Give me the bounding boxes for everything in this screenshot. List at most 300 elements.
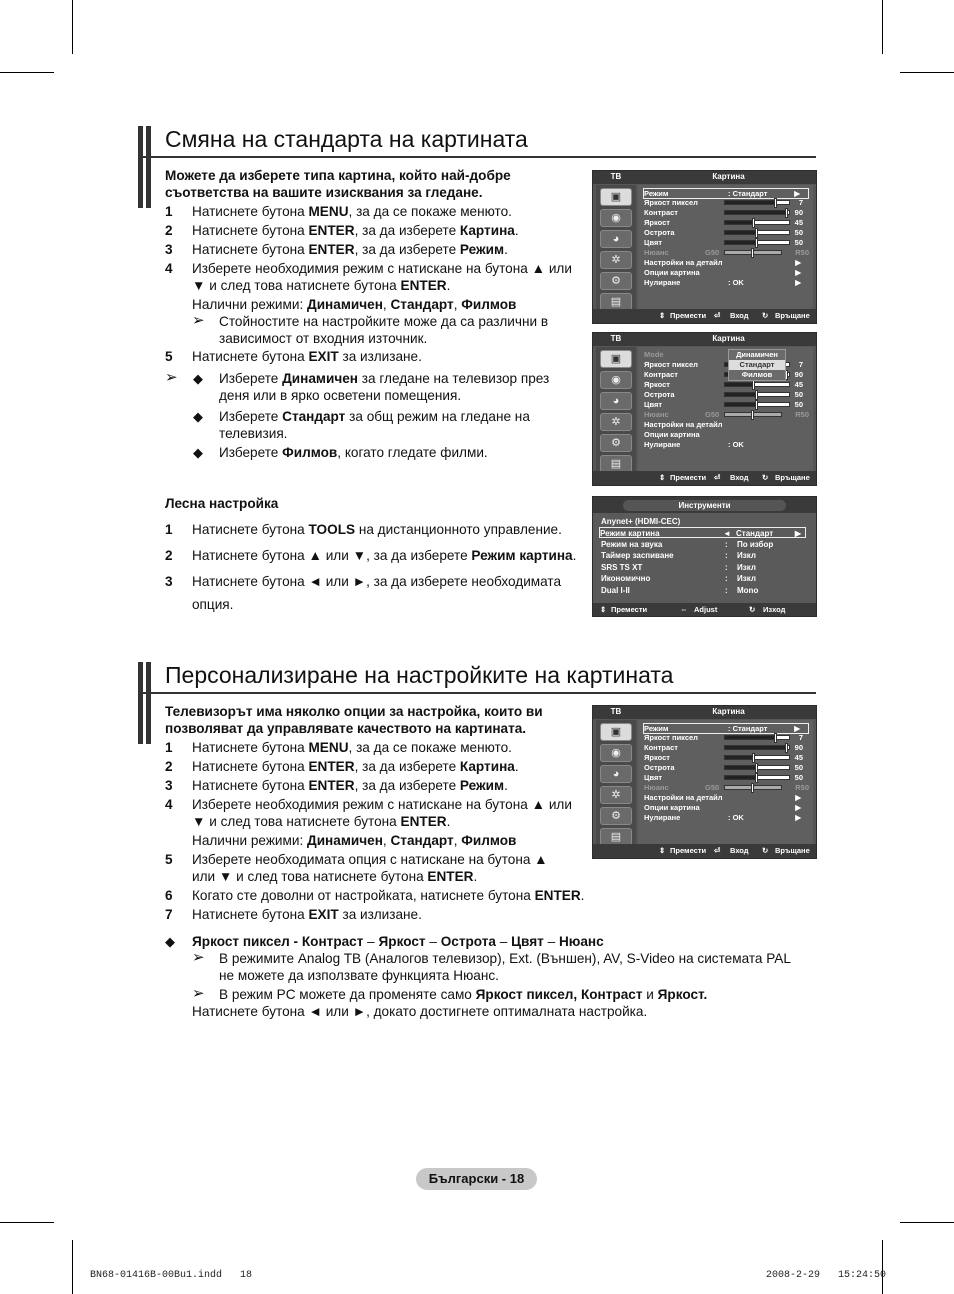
section-bar [146,126,151,208]
footer-enter: Вход [730,473,749,482]
note-arrow-icon: ➢ [192,949,205,966]
bullet-icon: ◆ [193,445,203,460]
bullet-text: Яркост пиксел - Контраст – Яркост – Острота – Цвят – Нюанс [192,934,604,949]
slider-row [644,198,809,208]
slider-value: 7 [798,733,803,742]
step-text: Натиснете бутона ENTER, за да изберете Режим. [192,778,508,793]
step-number: 1 [165,522,173,537]
tools-title: Инструменти [623,500,786,511]
intro-line: съответства на вашите изисквания за гледане. [165,185,483,200]
step-text: Натиснете бутона ENTER, за да изберете Картина. [192,759,519,774]
crop-mark [882,1240,883,1294]
arrow-icon: ▶ [794,189,800,198]
slider-label: Яркост [644,753,670,762]
section-bar [138,662,143,744]
slider-label: Острота [644,763,675,772]
step-number: 1 [165,740,173,755]
tools-footer [593,603,816,616]
slider-row [644,763,809,773]
tools-row [601,539,806,550]
menu-row [644,793,809,803]
osd-header [593,706,816,719]
section-rule [138,692,816,694]
updown-icon: ⇕ [659,473,666,482]
return-icon: ↻ [762,311,769,320]
menu-row [644,803,809,813]
osd-footer [593,844,816,858]
step-text: ▼ и след това натиснете бутона ENTER. [192,278,451,293]
tools-value: По избор [737,539,774,549]
updown-icon: ⇕ [659,846,666,855]
step-text: Натиснете бутона EXIT за излизане. [192,907,422,922]
footer-back: Връщане [775,846,810,855]
step-text: Натиснете бутона ▲ или ▼, за да изберете Режим картина. [192,548,577,563]
page-label: Български - 18 [416,1168,537,1190]
tools-value: Изкл [737,574,756,583]
popup-option: Динамичен [736,350,778,359]
tools-label: Таймер заспиване [601,551,674,560]
slider-knob [755,400,758,410]
osd-picture-menu [592,170,817,324]
slider-track [724,765,790,770]
tint-r: R50 [795,783,809,792]
osd-header [593,333,816,346]
arrow-icon: ▶ [795,803,801,812]
menu-category-icon: ▤ [600,455,632,473]
step-text: опция. [192,597,234,612]
tint-r: R50 [795,410,809,419]
menu-title: Картина [712,334,745,343]
footer-move: Премести [611,605,648,614]
tint-g: G50 [705,410,720,419]
modes-text: Налични режими: Динамичен, Стандарт, Филмов [192,297,517,312]
crop-mark [882,0,883,54]
note-text: Стойностите на настройките може да са различни в [219,314,549,329]
return-icon: ↻ [749,605,756,614]
slider-label: Контраст [644,370,678,379]
step-text: Изберете необходимата опция с натискане на бутона ▲ [192,852,548,867]
note-text: В режим PC можете да променяте само Яркост пиксел, Контраст и Яркост. [219,987,708,1002]
enter-icon: ⏎ [714,311,721,320]
osd-main [638,185,813,309]
bullet-text: деня или в ярко осветени помещения. [219,388,462,403]
tint-track [724,250,782,255]
tools-header [593,497,816,513]
tint-knob [751,410,754,420]
slider-fill [725,383,754,386]
crop-mark [900,72,954,73]
popup-option: Филмов [741,370,773,379]
slider-track [724,745,790,750]
osd-tools-menu [592,496,817,617]
step-text: Натиснете бутона ENTER, за да изберете Режим. [192,242,508,257]
section-title: Персонализиране на настройките на картината [165,662,674,688]
slider-fill [725,766,757,769]
slider-label: Цвят [644,773,663,782]
arrow-icon: ▶ [795,278,801,287]
slider-value: 7 [798,198,803,207]
slider-track [724,392,790,397]
slider-knob [755,238,758,248]
menu-category-icon: ✲ [600,413,632,431]
step-number: 2 [165,759,173,774]
mode-popup [728,349,786,381]
footer-back: Връщане [775,311,810,320]
slider-value: 50 [794,228,803,237]
slider-track [724,735,790,740]
step-text: или ▼ и след това натиснете бутона ENTER. [192,869,478,884]
step-text: Натиснете бутона MENU, за да се покаже менюто. [192,204,512,219]
slider-label: Цвят [644,238,663,247]
tint-knob [751,248,754,258]
menu-category-icon: ◉ [600,371,632,389]
osd-main [638,347,813,471]
slider-fill [725,393,757,396]
slider-row [644,238,809,248]
step-text: Натиснете бутона ◄ или ►, за да изберете необходимата [192,574,562,589]
intro-line: Можете да изберете типа картина, който най-добре [165,168,511,183]
slider-value: 50 [794,400,803,409]
menu-category-icon: ⚙ [600,434,632,452]
menu-category-icon: ▣ [600,350,632,368]
osd-footer [593,471,816,485]
tint-knob [751,783,754,793]
tint-row [644,410,809,420]
slider-track [724,755,790,760]
subsection-title: Лесна настройка [165,496,279,511]
slider-track [724,775,790,780]
footer-enter: Вход [730,846,749,855]
menu-category-icon: ◉ [600,209,632,227]
menu-row [644,430,809,440]
step-number: 5 [165,349,173,364]
tint-g: G50 [705,248,720,257]
menu-label: Опции картина [644,803,700,812]
step-number: 2 [165,548,173,563]
tools-value: Mono [737,585,759,595]
slider-track [724,240,790,245]
slider-label: Яркост [644,218,670,227]
menu-category-icon: ▣ [600,723,632,741]
arrow-icon: ▶ [795,793,801,802]
bullet-text: Изберете Филмов, когато гледате филми. [219,445,488,460]
menu-category-icon: ◕ [600,230,632,248]
bullet-icon: ◆ [193,371,203,386]
note-arrow-icon: ➢ [165,369,178,386]
step-number: 2 [165,223,173,238]
section-bar [138,126,143,208]
menu-category-icon: ◉ [600,744,632,762]
step-number: 4 [165,797,173,812]
enter-icon: ⏎ [714,846,721,855]
bullet-text: телевизия. [219,426,288,441]
note-arrow-icon: ➢ [192,312,205,329]
step-text: Натиснете бутона EXIT за излизане. [192,349,422,364]
slider-row [644,733,809,743]
step-text: Изберете необходимия режим с натискане на бутона ▲ или [192,261,572,276]
osd-picture-menu [592,705,817,859]
slider-track [724,210,790,215]
left-arrow-icon: ◄ [723,529,731,538]
slider-value: 50 [794,773,803,782]
osd-footer [593,309,816,323]
osd-header [593,171,816,184]
slider-fill [725,403,757,406]
step-number: 4 [165,261,173,276]
step-number: 3 [165,242,173,257]
menu-category-icon: ✲ [600,251,632,269]
mode-label: Режим [644,189,669,198]
footer-back: Връщане [775,473,810,482]
slider-fill [725,756,754,759]
tools-label: Икономично [601,574,651,583]
menu-row [644,420,809,430]
tint-track [724,412,782,417]
note-text: не можете да използвате функцията Нюанс. [219,968,499,983]
menu-label: Настройки на детайл [644,793,723,802]
mode-value: : Стандарт [728,189,768,198]
slider-label: Острота [644,390,675,399]
slider-label: Контраст [644,208,678,217]
tools-label: Режим картина [600,529,660,538]
reset-value: : OK [728,278,744,287]
step-number: 6 [165,888,173,903]
slider-knob [755,763,758,773]
slider-fill [725,746,787,749]
slider-value: 45 [794,753,803,762]
footer-file: BN68-01416B-00Bu1.indd 18 [90,1270,253,1281]
note-arrow-icon: ➢ [192,985,205,1002]
menu-title: Картина [712,172,745,181]
slider-fill [725,231,757,234]
slider-knob [755,773,758,783]
menu-label: Опции картина [644,430,700,439]
slider-row [644,743,809,753]
slider-value: 90 [794,743,803,752]
crop-mark [72,0,73,54]
slider-label: Острота [644,228,675,237]
step-text: Когато сте доволни от настройката, натиснете бутона ENTER. [192,888,585,903]
slider-track [724,220,790,225]
section-rule [138,156,816,158]
slider-row [644,228,809,238]
reset-row [644,813,809,823]
arrow-icon: ▶ [795,258,801,267]
slider-label: Яркост пиксел [644,198,698,207]
arrow-icon: ▶ [794,724,800,733]
osd-sidebar [596,720,636,844]
slider-fill [725,241,757,244]
slider-fill [725,201,776,204]
arrow-icon: ▶ [795,813,801,822]
slider-value: 90 [794,370,803,379]
slider-row [644,400,809,410]
osd-picture-menu-popup [592,332,817,486]
slider-value: 45 [794,218,803,227]
slider-row [644,773,809,783]
footer-adjust: Adjust [694,605,718,614]
tv-label: ТВ [610,172,622,181]
menu-category-icon: ▣ [600,188,632,206]
note-text: Натиснете бутона ◄ или ►, докато достигнете оптималната настройка. [192,1004,648,1019]
slider-value: 7 [798,360,803,369]
step-number: 7 [165,907,173,922]
crop-mark [0,1222,54,1223]
tint-label: Нюанс [644,783,669,792]
slider-knob [774,733,777,743]
step-text: Натиснете бутона MENU, за да се покаже менюто. [192,740,512,755]
section-title: Смяна на стандарта на картината [165,126,528,152]
slider-row [644,390,809,400]
leftright-icon: ⇔ [680,605,688,614]
note-text: зависимост от входния източник. [219,331,428,346]
slider-fill [725,776,757,779]
tv-label: ТВ [610,334,622,343]
bullet-text: Изберете Стандарт за общ режим на гледане на [219,409,530,424]
reset-row [644,440,809,450]
slider-knob [774,198,777,208]
reset-label: Нулиране [644,278,681,287]
slider-fill [725,736,776,739]
slider-knob [752,218,755,228]
tint-row [644,783,809,793]
footer-exit: Изход [763,605,786,614]
slider-label: Яркост пиксел [644,733,698,742]
reset-value: : OK [728,813,744,822]
menu-category-icon: ✲ [600,786,632,804]
tools-anynet: Anynet+ (HDMI-CEC) [601,517,681,526]
slider-label: Цвят [644,400,663,409]
tools-row [601,562,806,573]
osd-sidebar [596,185,636,309]
slider-value: 90 [794,208,803,217]
slider-label: Яркост пиксел [644,360,698,369]
tint-r: R50 [795,248,809,257]
slider-value: 45 [794,380,803,389]
tools-label: SRS TS XT [601,562,643,572]
tools-value: Изкл [737,551,756,560]
step-text: Натиснете бутона TOOLS на дистанционното управление. [192,522,562,537]
crop-mark [0,72,54,73]
slider-value: 50 [794,390,803,399]
step-number: 1 [165,204,173,219]
footer-move: Премести [670,846,707,855]
menu-category-icon: ◕ [600,392,632,410]
mode-value: : Стандарт [728,724,768,733]
updown-icon: ⇕ [659,311,666,320]
slider-row [644,753,809,763]
slider-knob [752,380,755,390]
tools-row [601,573,806,584]
colon: : [725,585,728,595]
colon: : [725,551,728,560]
return-icon: ↻ [762,473,769,482]
step-text: Изберете необходимия режим с натискане на бутона ▲ или [192,797,572,812]
menu-label: Настройки на детайл [644,420,723,429]
osd-main [638,720,813,844]
osd-sidebar [596,347,636,471]
tools-row [599,527,806,538]
tools-label: Режим на звука [601,539,663,549]
menu-category-icon: ⚙ [600,807,632,825]
step-number: 3 [165,778,173,793]
arrow-icon: ▶ [795,268,801,277]
colon: : [725,562,728,572]
note-text: В режимите Analog TB (Аналогов телевизор), Ext. (Външен), AV, S-Video на системата PAL [219,951,791,966]
slider-fill [725,211,787,214]
slider-row [644,208,809,218]
slider-knob [755,228,758,238]
slider-row [644,380,809,390]
tv-label: ТВ [610,707,622,716]
slider-value: 50 [794,238,803,247]
slider-label: Яркост [644,380,670,389]
slider-track [724,382,790,387]
menu-category-icon: ▤ [600,293,632,311]
modes-text: Налични режими: Динамичен, Стандарт, Филмов [192,833,517,848]
menu-row [644,258,809,268]
slider-track [724,402,790,407]
step-number: 5 [165,852,173,867]
tools-label: Dual I-II [601,585,630,595]
tint-row [644,248,809,258]
slider-fill [725,221,754,224]
reset-row [644,278,809,288]
menu-label: Настройки на детайл [644,258,723,267]
crop-mark [72,1240,73,1294]
return-icon: ↻ [762,846,769,855]
tools-value: Изкл [737,562,756,572]
intro-line: Телевизорът има няколко опции за настройка, които ви [165,704,543,719]
slider-value: 50 [794,763,803,772]
tint-label: Нюанс [644,248,669,257]
tint-g: G50 [705,783,720,792]
tools-row [601,550,806,561]
bullet-icon: ◆ [193,409,203,424]
footer-date: 2008-2-29 15:24:50 [766,1270,887,1281]
menu-category-icon: ◕ [600,765,632,783]
slider-track [724,230,790,235]
mode-label: Режим [644,724,669,733]
bullet-icon: ◆ [165,934,175,949]
colon: : [725,539,728,549]
right-arrow-icon: ▶ [794,529,801,538]
menu-label: Опции картина [644,268,700,277]
step-text: ▼ и след това натиснете бутона ENTER. [192,814,451,829]
crop-mark [900,1222,954,1223]
footer-move: Премести [670,311,707,320]
bullet-text: Изберете Динамичен за гледане на телевизор през [219,371,550,386]
tint-label: Нюанс [644,410,669,419]
tint-track [724,785,782,790]
slider-row [644,218,809,228]
footer-enter: Вход [730,311,749,320]
step-text: Натиснете бутона ENTER, за да изберете Картина. [192,223,519,238]
updown-icon: ⇕ [600,605,607,614]
tools-row [601,585,806,596]
slider-track [724,200,790,205]
reset-label: Нулиране [644,440,681,449]
slider-knob [755,390,758,400]
colon: : [725,574,728,583]
menu-category-icon: ⚙ [600,272,632,290]
enter-icon: ⏎ [714,473,721,482]
reset-label: Нулиране [644,813,681,822]
tools-value: Стандарт [736,529,774,538]
menu-title: Картина [712,707,745,716]
mode-label: Mode [644,350,664,359]
footer-move: Премести [670,473,707,482]
